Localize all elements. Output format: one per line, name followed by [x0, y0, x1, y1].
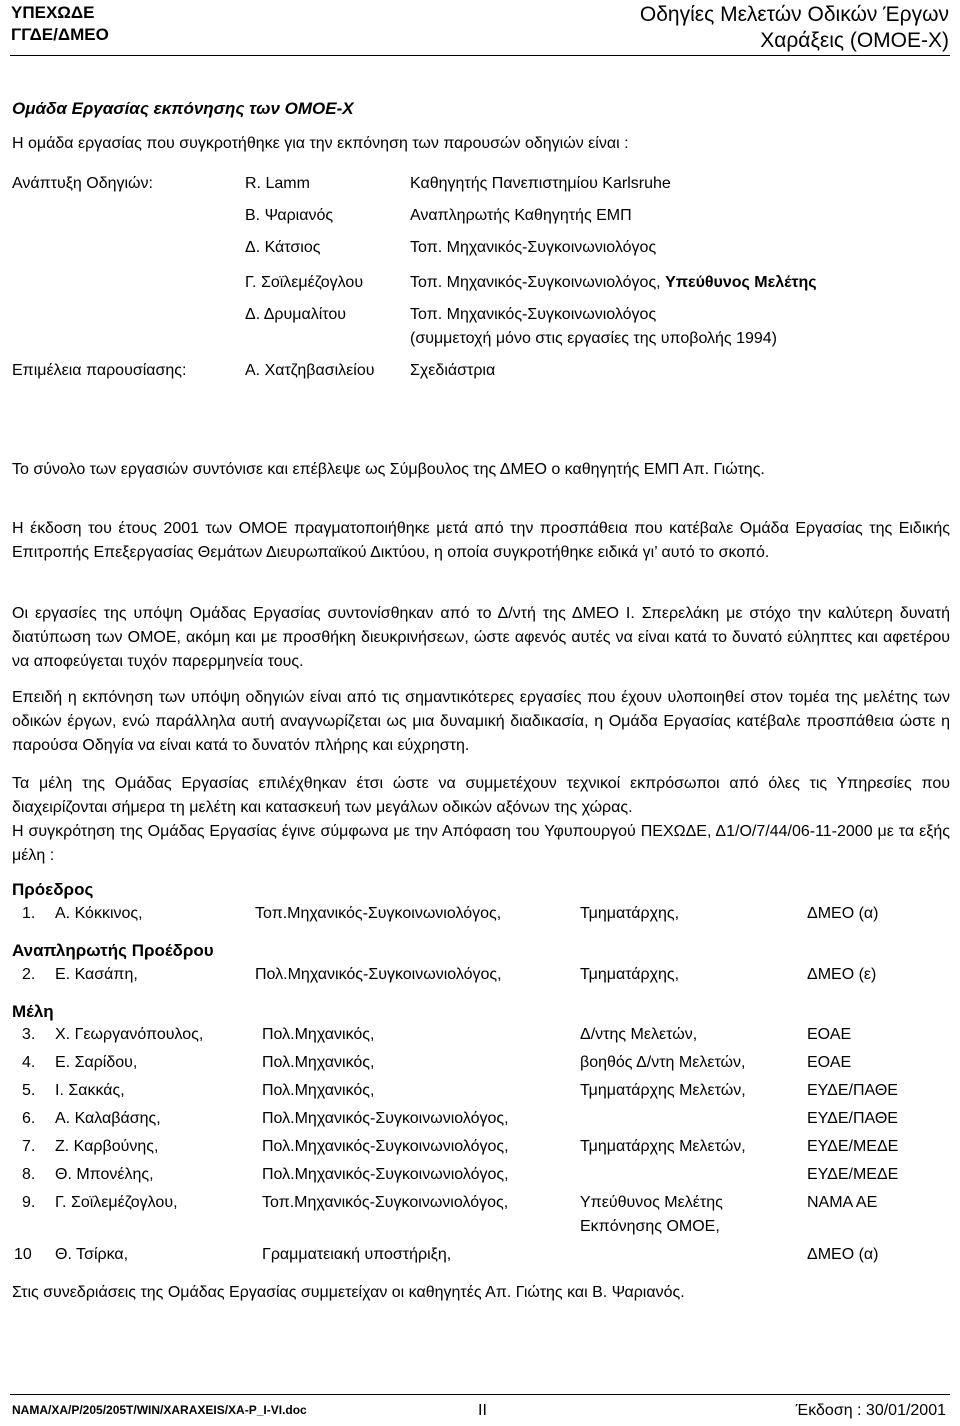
member-name: Ι. Σακκάς, — [55, 1082, 125, 1099]
member-organization: ΕΥΔΕ/ΠΑΘΕ — [807, 1110, 898, 1127]
member-number: 6. — [22, 1110, 36, 1127]
member-name: Α. Κόκκινος, — [55, 905, 143, 922]
presentation-name: Α. Χατζηβασιλείου — [245, 362, 375, 379]
vice-chair-heading: Αναπληρωτής Προέδρου — [12, 941, 214, 960]
member-number: 5. — [22, 1082, 36, 1099]
member-specialty: Πολ.Μηχανικός, — [262, 1082, 375, 1099]
table-row — [0, 1054, 960, 1078]
paragraph: Η συγκρότηση της Ομάδας Εργασίας έγινε σύμφωνα με την Απόφαση του Υφυπουργού ΠΕΧΩΔΕ, Δ1/Ο/7/44/06-11-2000 με τα εξής μέλη : — [12, 823, 950, 864]
member-name: Ζ. Καρβούνης, — [55, 1138, 159, 1155]
member-number: 4. — [22, 1054, 36, 1071]
team-member-role-note: (συμμετοχή μόνο στις εργασίες της υποβολής 1994) — [410, 330, 778, 347]
member-organization: ΔΜΕΟ (α) — [807, 1246, 879, 1263]
member-number: 3. — [22, 1026, 36, 1043]
member-specialty: Πολ.Μηχανικός, — [262, 1054, 375, 1071]
team-member-role: Αναπληρωτής Καθηγητής ΕΜΠ — [410, 207, 632, 224]
member-name: Ε. Κασάπη, — [55, 966, 138, 983]
member-name: Γ. Σοϊλεμέζογλου, — [55, 1194, 178, 1211]
section-title: Ομάδα Εργασίας εκπόνησης των ΟΜΟΕ-Χ — [12, 99, 354, 118]
team-member-role — [410, 274, 817, 292]
presentation-label: Επιμέλεια παρουσίασης: — [12, 362, 187, 379]
member-position: Δ/ντης Μελετών, — [580, 1026, 698, 1043]
table-row — [0, 1026, 960, 1050]
member-position: Τμηματάρχης, — [580, 905, 680, 922]
member-specialty: Γραμματειακή υποστήριξη, — [262, 1246, 452, 1263]
member-organization: ΔΜΕΟ (ε) — [807, 966, 877, 983]
table-row — [0, 1110, 960, 1134]
table-row — [0, 966, 960, 990]
team-member-name: Δ. Κάτσιος — [245, 239, 321, 256]
table-row — [0, 905, 960, 929]
member-number: 1. — [22, 905, 36, 922]
member-number: 9. — [22, 1194, 36, 1211]
table-row — [0, 1138, 960, 1162]
member-organization: ΕΥΔΕ/ΜΕΔΕ — [807, 1166, 899, 1183]
header-divider — [10, 55, 950, 56]
table-row — [0, 1082, 960, 1106]
member-position: βοηθός Δ/ντη Μελετών, — [580, 1054, 746, 1071]
member-specialty: Πολ.Μηχανικός-Συγκοινωνιολόγος, — [262, 1110, 509, 1127]
team-member-role: Τοπ. Μηχανικός-Συγκοινωνιολόγος — [410, 306, 657, 323]
paragraph: Η έκδοση του έτους 2001 των ΟΜΟΕ πραγματοποιήθηκε μετά από την προσπάθεια που κατέβαλε Ομάδα Εργασίας της Ειδικής Επιτροπής Επεξεργασίας Θεμάτων Διευρωπαϊκού Δικτύου, η οποία συγκροτήθηκε ειδικά γι’ αυτό το σκοπό. — [12, 520, 950, 561]
intro-text: Η ομάδα εργασίας που συγκροτήθηκε για την εκπόνηση των παρουσών οδηγιών είναι : — [12, 135, 629, 152]
member-number: 10 — [14, 1246, 32, 1263]
paragraph: Οι εργασίες της υπόψη Ομάδας Εργασίας συντονίσθηκαν από το Δ/ντή της ΔΜΕΟ Ι. Σπερελάκη με στόχο την καλύτερη δυνατή διατύπωση των ΟΜΟΕ, ακόμη και με προσθήκη διευκρινήσεων, ώστε αφενός αυτές να είναι κατά το δυνατό εύληπτες και αφετέρου να αποφεύγεται τυχόν παρερμηνεία τους. — [12, 605, 950, 670]
header-doc-title: Οδηγίες Μελετών Οδικών Έργων — [639, 3, 949, 26]
member-specialty: Πολ.Μηχανικός-Συγκοινωνιολόγος, — [262, 1138, 509, 1155]
member-number: 8. — [22, 1166, 36, 1183]
team-member-role: Τοπ. Μηχανικός-Συγκοινωνιολόγος — [410, 239, 657, 256]
member-organization: ΔΜΕΟ (α) — [807, 905, 879, 922]
member-name: Θ. Τσίρκα, — [55, 1246, 129, 1263]
table-row — [0, 1246, 960, 1270]
presentation-role: Σχεδιάστρια — [410, 362, 496, 379]
footer-filename: NAMA/XA/P/205/205T/WIN/XARAXEIS/XA-P_I-VI.doc — [12, 1403, 307, 1417]
member-organization: ΕΥΔΕ/ΜΕΔΕ — [807, 1138, 899, 1155]
member-specialty: Πολ.Μηχανικός-Συγκοινωνιολόγος, — [262, 1166, 509, 1183]
member-organization: ΕΥΔΕ/ΠΑΘΕ — [807, 1082, 898, 1099]
member-specialty: Τοπ.Μηχανικός-Συγκοινωνιολόγος, — [262, 1194, 509, 1211]
paragraph: Το σύνολο των εργασιών συντόνισε και επέβλεψε ως Σύμβουλος της ΔΜΕΟ ο καθηγητής ΕΜΠ Απ. Γιώτης. — [12, 461, 765, 478]
team-member-role-text: Τοπ. Μηχανικός-Συγκοινωνιολόγος, — [410, 274, 661, 291]
member-name: Α. Καλαβάσης, — [55, 1110, 161, 1127]
closing-text: Στις συνεδριάσεις της Ομάδας Εργασίας συμμετείχαν οι καθηγητές Απ. Γιώτης και Β. Ψαριανός. — [12, 1284, 685, 1301]
team-member-role-highlight: Υπεύθυνος Μελέτης — [665, 274, 817, 291]
member-name: Θ. Μπονέλης, — [55, 1166, 154, 1183]
chair-heading: Πρόεδρος — [12, 880, 94, 899]
member-specialty: Πολ.Μηχανικός-Συγκοινωνιολόγος, — [255, 966, 502, 983]
member-position: Τμηματάρχης Μελετών, — [580, 1082, 746, 1099]
member-position: Τμηματάρχης, — [580, 966, 680, 983]
member-number: 7. — [22, 1138, 36, 1155]
member-specialty: Τοπ.Μηχανικός-Συγκοινωνιολόγος, — [255, 905, 502, 922]
member-name: Χ. Γεωργανόπουλος, — [55, 1026, 204, 1043]
member-position-line2: Εκπόνησης ΟΜΟΕ, — [580, 1218, 720, 1235]
development-label: Ανάπτυξη Οδηγιών: — [12, 175, 153, 192]
team-member-name: Δ. Δρυμαλίτου — [245, 306, 346, 323]
footer-edition: Έκδοση : 30/01/2001 — [795, 1402, 946, 1419]
members-heading: Μέλη — [12, 1002, 54, 1021]
paragraph: Τα μέλη της Ομάδας Εργασίας επιλέχθηκαν έτσι ώστε να συμμετέχουν τεχνικοί εκπρόσωποι από όλες τις Υπηρεσίες που διαχειρίζονται σήμερα τη μελέτη και κατασκευή των μεγάλων οδικών αξόνων της χώρας. — [12, 775, 950, 816]
paragraph: Επειδή η εκπόνηση των υπόψη οδηγιών είναι από τις σημαντικότερες εργασίες που έχουν υλοποιηθεί στον τομέα της μελέτης των οδικών έργων, ενώ παράλληλα αυτή αναγνωρίζεται ως μια δυναμική διαδικασία, η Ομάδα Εργασίας κατέβαλε προσπάθεια ώστε η παρούσα Οδηγία να είναι κατά το δυνατόν πλήρης και εύχρηστη. — [12, 689, 950, 754]
footer-page-number: II — [478, 1402, 487, 1419]
header-doc-subtitle: Χαράξεις (ΟΜΟΕ-Χ) — [760, 29, 949, 52]
header-org-line1: ΥΠΕΧΩΔΕ — [11, 3, 95, 22]
member-position: Τμηματάρχης Μελετών, — [580, 1138, 746, 1155]
header-org-line2: ΓΓΔΕ/ΔΜΕΟ — [11, 25, 109, 44]
member-name: Ε. Σαρίδου, — [55, 1054, 138, 1071]
member-organization: ΕΟΑΕ — [807, 1026, 852, 1043]
member-number: 2. — [22, 966, 36, 983]
team-member-name: R. Lamm — [245, 175, 310, 192]
table-row — [0, 1194, 960, 1242]
team-member-name: Β. Ψαριανός — [245, 207, 334, 224]
member-organization: ΝΑΜΑ ΑΕ — [807, 1194, 878, 1211]
team-member-name: Γ. Σοϊλεμέζογλου — [245, 274, 364, 291]
member-position: Υπεύθυνος Μελέτης — [580, 1194, 723, 1211]
footer-divider — [10, 1394, 950, 1395]
member-specialty: Πολ.Μηχανικός, — [262, 1026, 375, 1043]
table-row — [0, 1166, 960, 1190]
team-member-role: Καθηγητής Πανεπιστημίου Karlsruhe — [410, 175, 671, 192]
member-organization: ΕΟΑΕ — [807, 1054, 852, 1071]
